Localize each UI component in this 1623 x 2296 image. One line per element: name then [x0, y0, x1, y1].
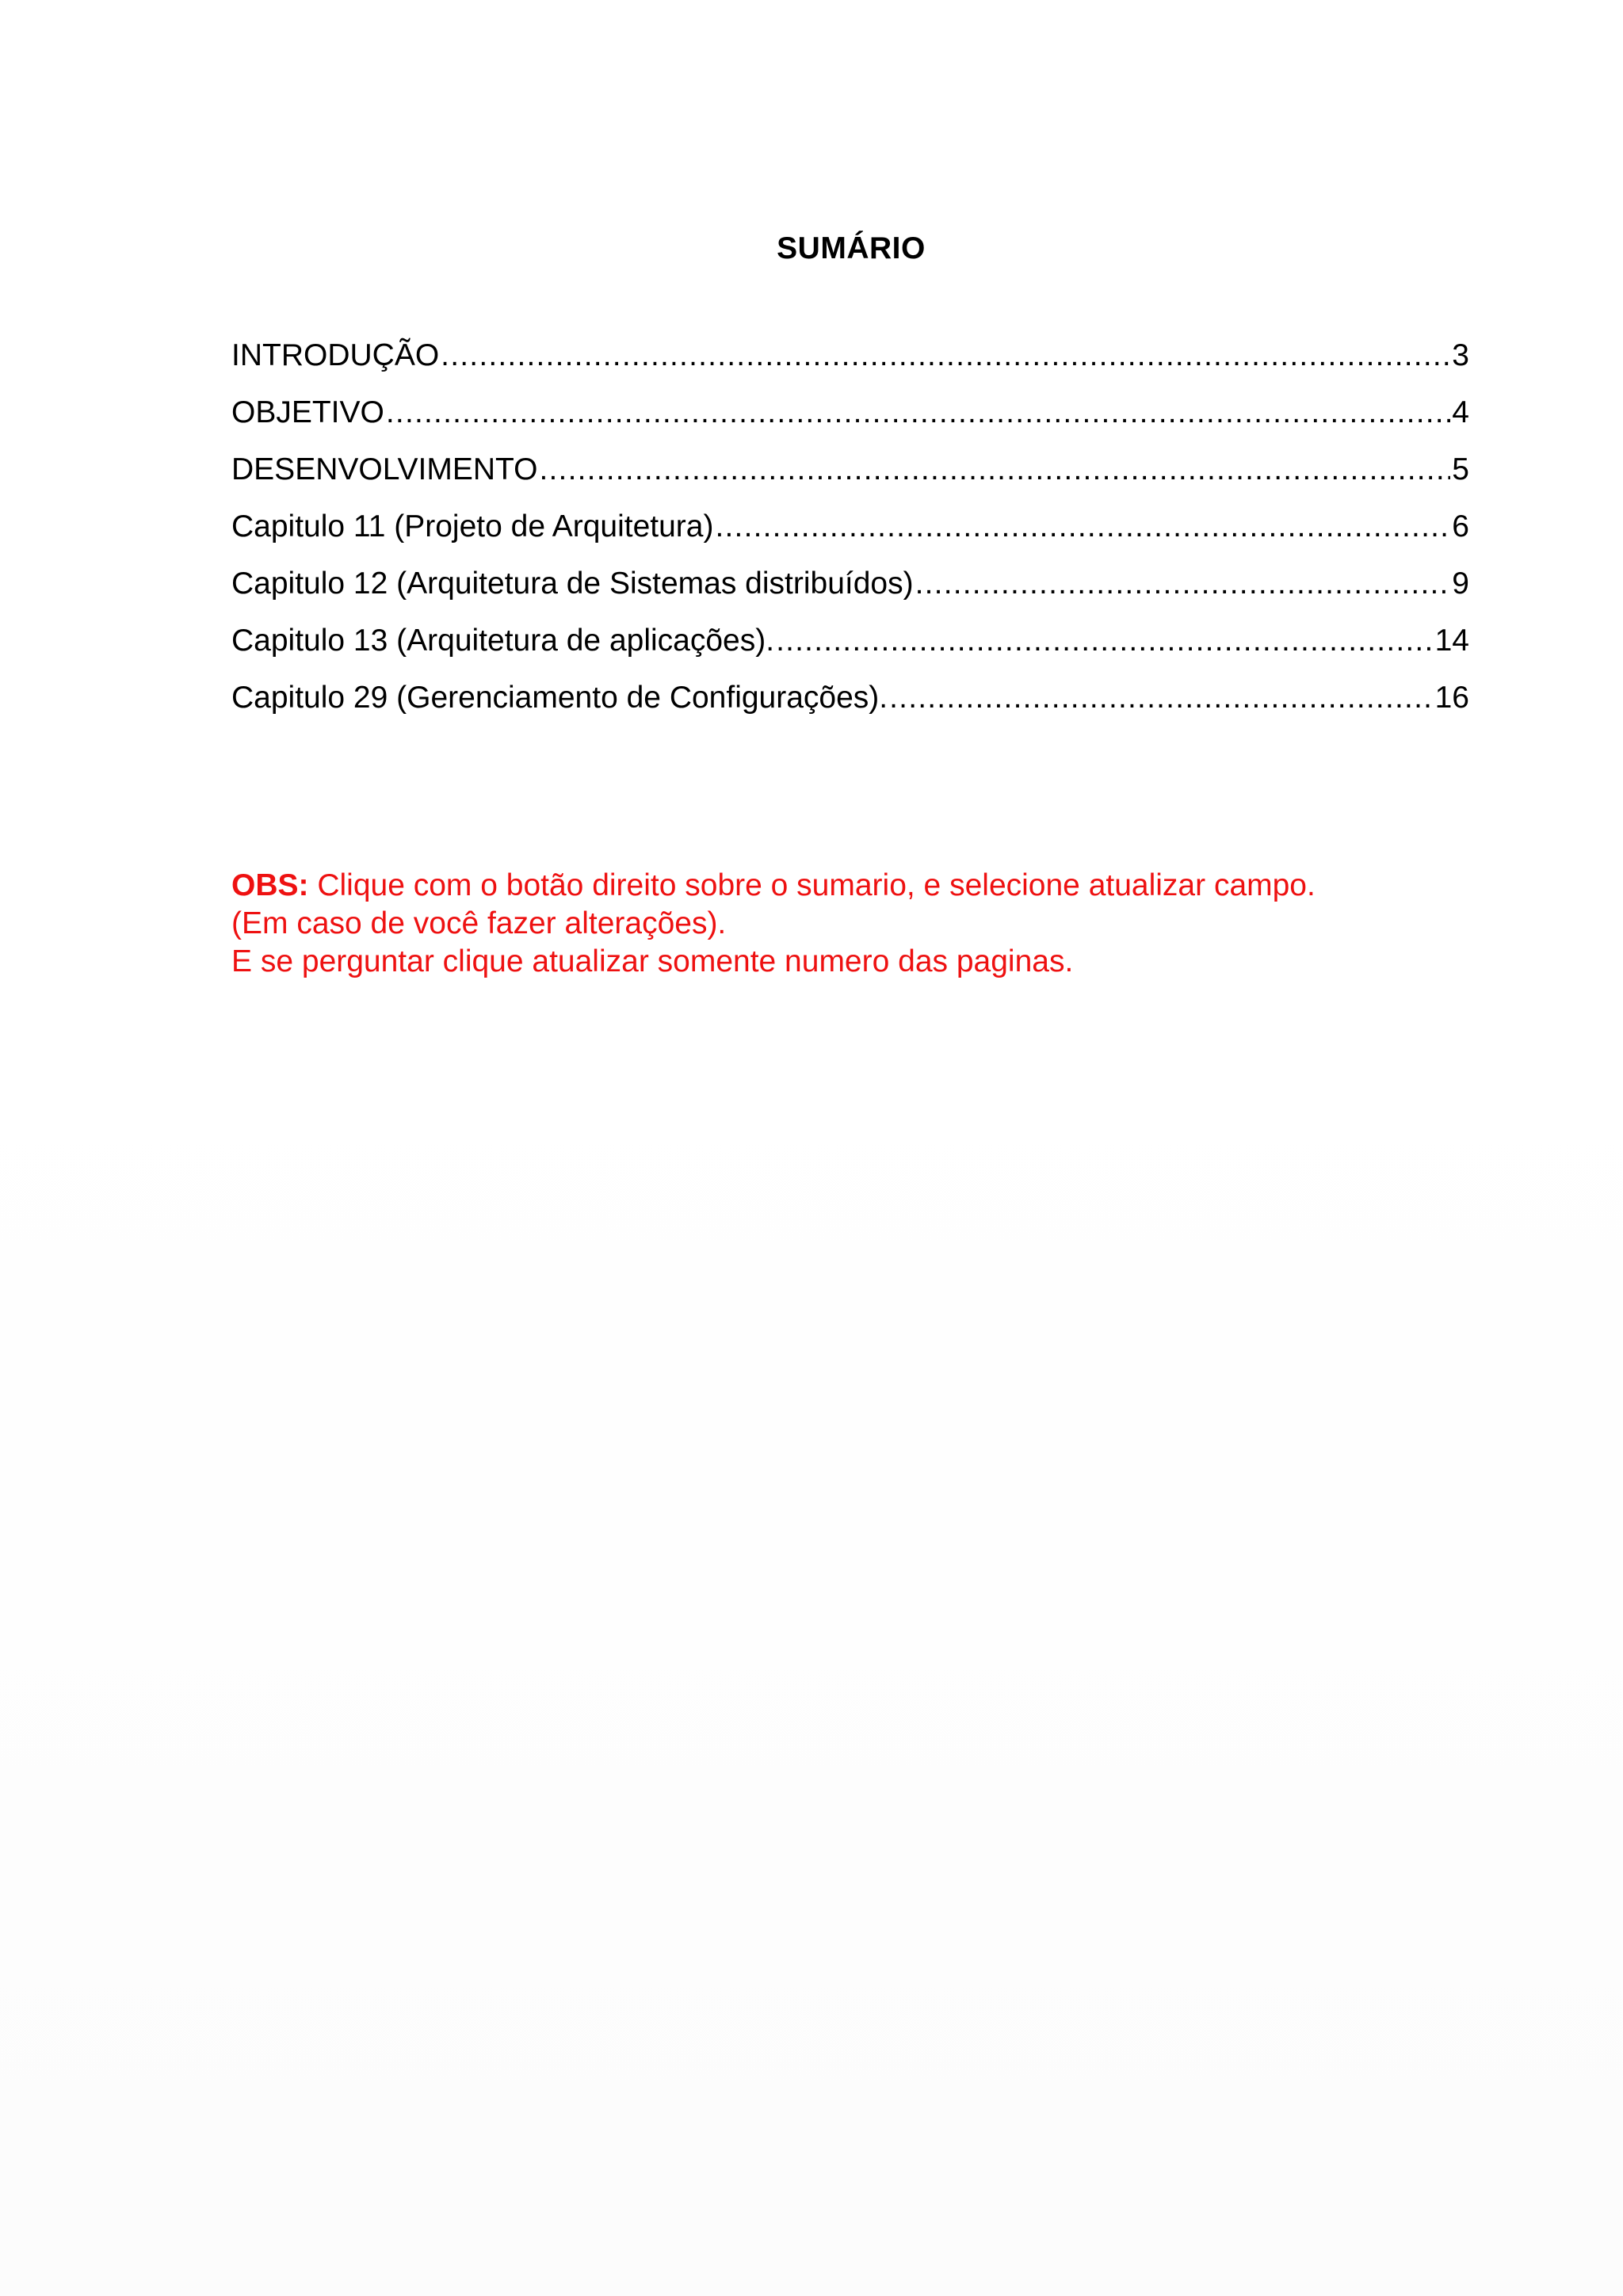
toc-entry-label: Capitulo 29 (Gerenciamento de Configurações).: [231, 681, 888, 715]
toc-entry-page: 6: [1452, 509, 1469, 543]
toc-entry-label: DESENVOLVIMENTO: [231, 452, 538, 486]
toc-entry-page: 5: [1452, 452, 1469, 486]
toc-entry[interactable]: [231, 394, 1469, 451]
note-line-1: [231, 867, 1468, 905]
note-line-3: E se perguntar clique atualizar somente numero das paginas.: [231, 944, 1074, 978]
toc-entry-page: 14: [1434, 624, 1469, 658]
toc-leader-dots: [441, 337, 1450, 375]
toc-entry-label: INTRODUÇÃO: [231, 338, 440, 372]
toc-entry[interactable]: [231, 679, 1469, 736]
toc-leader-dots: [776, 622, 1434, 660]
toc-leader-dots: [915, 565, 1451, 603]
toc-entry-label: Capitulo 12 (Arquitetura de Sistemas distribuídos): [231, 566, 914, 601]
page-title: SUMÁRIO: [777, 231, 926, 265]
toc-entry[interactable]: [231, 622, 1469, 679]
toc-entry-label: Capitulo 11 (Projeto de Arquitetura): [231, 509, 714, 543]
toc-entry-page: 3: [1452, 338, 1469, 372]
toc-entry-label: Capitulo 13 (Arquitetura de aplicações).: [231, 624, 775, 658]
toc-leader-dots: [539, 451, 1450, 489]
toc-leader-dots: [889, 679, 1433, 717]
toc-entry[interactable]: [231, 565, 1469, 622]
note-line-2: (Em caso de você fazer alterações).: [231, 906, 727, 940]
toc-entry[interactable]: [231, 508, 1469, 565]
toc-leader-dots: [386, 394, 1450, 432]
toc-entry[interactable]: [231, 451, 1469, 508]
toc-entry[interactable]: [231, 337, 1469, 394]
note-label: OBS:: [231, 868, 309, 902]
toc-entry-page: 16: [1434, 681, 1469, 715]
table-of-contents: [231, 337, 1469, 736]
note-text-1: Clique com o botão direito sobre o sumario, e selecione atualizar campo.: [308, 868, 1316, 902]
toc-entry-page: 9: [1452, 566, 1469, 601]
observation-note: [231, 867, 1468, 981]
toc-entry-page: 4: [1452, 395, 1469, 429]
toc-leader-dots: [715, 508, 1450, 546]
toc-entry-label: OBJETIVO: [231, 395, 384, 429]
